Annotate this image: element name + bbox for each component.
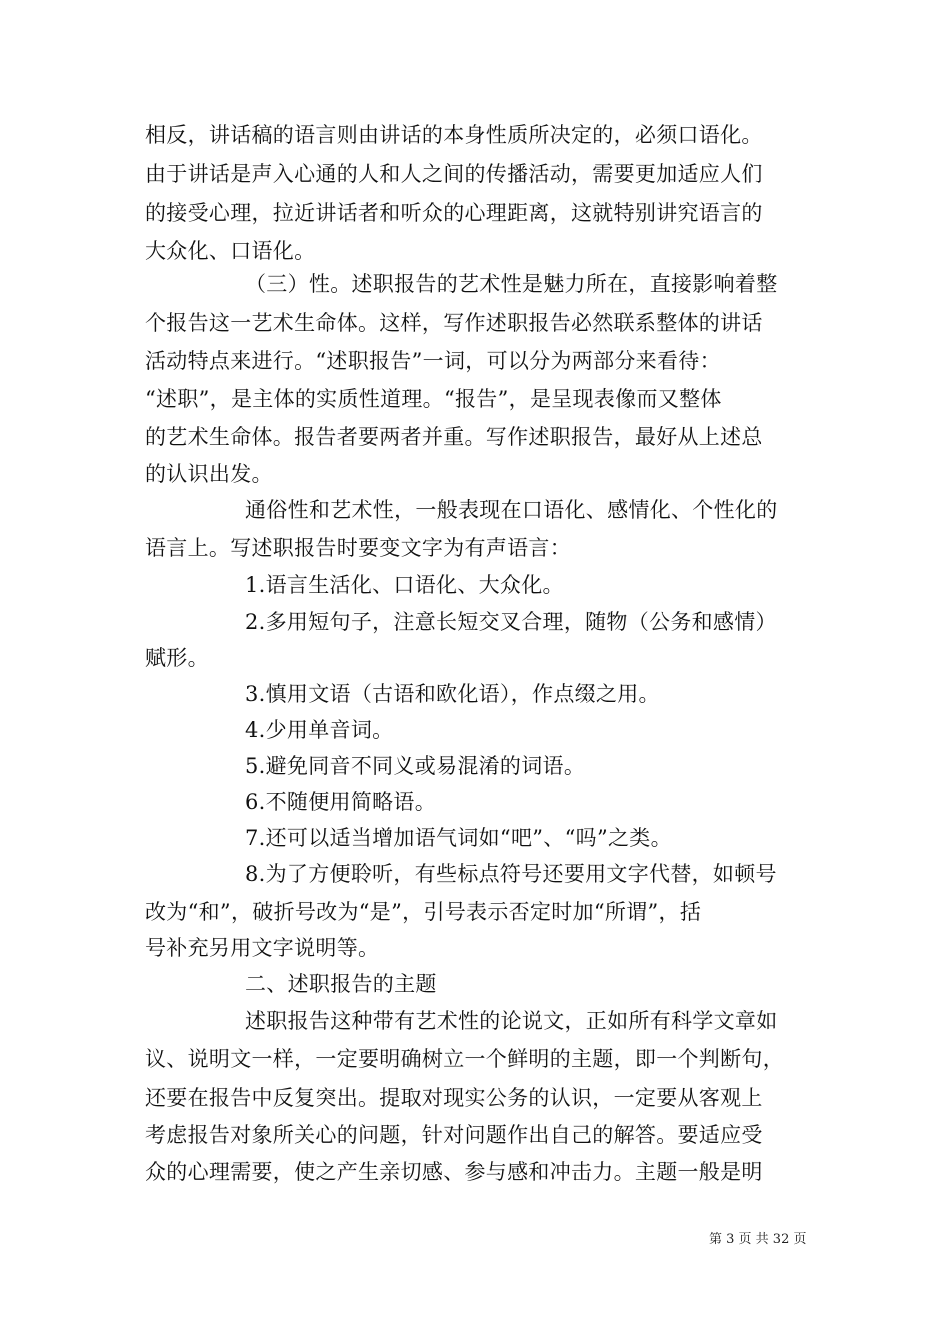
section-heading-line: （三）性。述职报告的艺术性是魅力所在，直接影响着整 [245, 272, 778, 296]
list-item: 4.少用单音词。 [245, 718, 394, 742]
page-number: 第 3 页 共 32 页 [709, 1232, 807, 1247]
text-line: 个报告这一艺术生命体。这样，写作述职报告必然联系整体的讲话 [145, 311, 763, 335]
text-line: 号补充另用文字说明等。 [145, 936, 380, 960]
list-item: 6.不随便用简略语。 [245, 790, 437, 814]
text-line: “述职”，是主体的实质性道理。“报告”，是呈现表像而又整体 [145, 387, 722, 411]
text-line: 考虑报告对象所关心的问题，针对问题作出自己的解答。要适应受 [145, 1123, 763, 1147]
list-item: 3.慎用文语（古语和欧化语），作点缀之用。 [245, 682, 660, 706]
list-item: 1.语言生活化、口语化、大众化。 [245, 573, 564, 597]
text-line: 议、说明文一样，一定要明确树立一个鲜明的主题，即一个判断句， [145, 1047, 784, 1071]
list-item: 8.为了方便聆听，有些标点符号还要用文字代替，如顿号 [245, 862, 777, 886]
text-line: 的艺术生命体。报告者要两者并重。写作述职报告，最好从上述总 [145, 425, 763, 449]
text-line: 的接受心理，拉近讲话者和听众的心理距离，这就特别讲究语言的 [145, 201, 763, 225]
text-line: 大众化、口语化。 [145, 239, 316, 263]
text-line: 语言上。写述职报告时要变文字为有声语言： [145, 536, 571, 560]
list-item: 5.避免同音不同义或易混淆的词语。 [245, 754, 586, 778]
list-item: 2.多用短句子，注意长短交叉合理，随物（公务和感情） [245, 610, 777, 634]
text-line: 众的心理需要，使之产生亲切感、参与感和冲击力。主题一般是明 [145, 1160, 763, 1184]
paragraph-line: 通俗性和艺术性，一般表现在口语化、感情化、个性化的 [245, 498, 778, 522]
text-line: 赋形。 [145, 646, 209, 670]
text-line: 由于讲话是声入心通的人和人之间的传播活动，需要更加适应人们 [145, 162, 763, 186]
text-line: 的认识出发。 [145, 462, 273, 486]
text-line: 活动特点来进行。“述职报告”一词，可以分为两部分来看待： [145, 349, 721, 373]
text-line: 相反，讲话稿的语言则由讲话的本身性质所决定的，必须口语化。 [145, 123, 763, 147]
list-item: 7.还可以适当增加语气词如“吧”、“吗”之类。 [245, 826, 672, 850]
text-line: 改为“和”，破折号改为“是”，引号表示否定时加“所谓”，括 [145, 900, 702, 924]
paragraph-line: 述职报告这种带有艺术性的论说文，正如所有科学文章如 [245, 1009, 778, 1033]
section-heading: 二、述职报告的主题 [245, 972, 437, 996]
text-line: 还要在报告中反复突出。提取对现实公务的认识，一定要从客观上 [145, 1086, 763, 1110]
